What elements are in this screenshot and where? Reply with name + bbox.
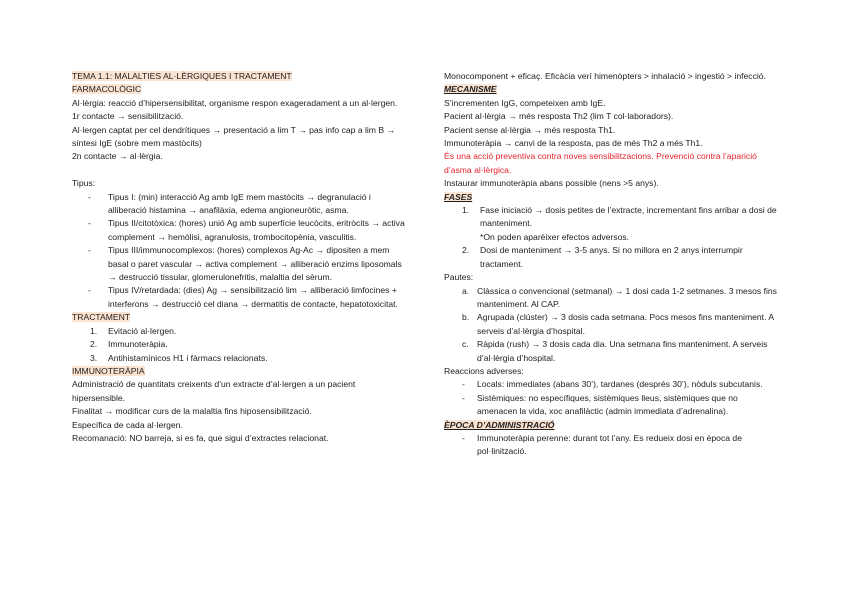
intro-paragraph: 1r contacte → sensibilització. bbox=[72, 111, 184, 122]
right-column bbox=[444, 70, 780, 459]
list-item: 1. Evitació al·lergen. bbox=[90, 325, 177, 336]
list-item: - Tipus I: (min) interacció Ag amb IgE mem mastòcits → degranulació i alliberació histamina → anafilàxia, edema angioneuròtic, asma. bbox=[88, 191, 371, 216]
reaccions-list bbox=[444, 378, 780, 418]
fases-list bbox=[444, 204, 780, 271]
epoca-list bbox=[444, 432, 780, 459]
section-heading-tractament: TRACTAMENT bbox=[72, 312, 131, 323]
mecanisme-line: Immunoteràpia → canvi de la resposta, pas de més Th2 a més Th1. bbox=[444, 138, 703, 149]
list-item: - Immunoteràpia perenne: durant tot l’any. Es redueix dosi en època de pol·linització. bbox=[462, 432, 742, 457]
pautes-list bbox=[444, 285, 780, 365]
pautes-label: Pautes: bbox=[444, 272, 474, 283]
list-item: - Tipus IV/retardada: (dies) Ag → sensibilització lim → alliberació limfocines + interferons → destrucció cel diana → dermatitis de contacte, hepatotoxicitat. bbox=[88, 285, 398, 309]
mecanisme-line: S’incrementen IgG, competeixen amb IgE. bbox=[444, 97, 606, 108]
intro-paragraph: Al·lèrgia: reacció d’hipersensibilitat, organisme respon exageradament a un al·lergen. bbox=[72, 97, 398, 108]
immuno-paragraph: Recomanació: NO barreja, si es fa, que sigui d’extractes relacionat. bbox=[72, 432, 329, 443]
right-intro: Monocomponent + eficaç. Eficàcia verí himenòpters > inhalació > ingestió > infecció. bbox=[444, 71, 766, 81]
intro-paragraph: 2n contacte → al·lèrgia. bbox=[72, 151, 163, 162]
document-title-cont: FARMACOLÒGIC bbox=[72, 84, 142, 95]
section-heading-mecanisme: MECANISME bbox=[444, 84, 497, 95]
list-item: b. Agrupada (clúster) → 3 dosis cada setmana. Pocs mesos fins manteniment. A serveis d’al·lèrgia d’hospital. bbox=[462, 312, 774, 336]
list-item: 2. Dosi de manteniment → 3-5 anys. Si no millora en 2 anys interrumpir tractament. bbox=[462, 245, 743, 269]
immuno-paragraph: Finalitat → modificar curs de la malaltia fins hiposensibilització. bbox=[72, 406, 312, 417]
list-item: 2. Immunoteràpia. bbox=[90, 339, 168, 350]
list-item: - Tipus II/citotòxica: (hores) unió Ag amb superfície leucòcits, eritròcits → activa complement → hemòlisi, agranulosis, trombocitopènia, vasculitis. bbox=[88, 218, 405, 242]
mecanisme-warning: És una acció preventiva contra noves sensibilitzacions. Prevenció contra l’aparició d’asma al·lèrgica. bbox=[444, 151, 757, 175]
immuno-paragraph: Administració de quantitats creixents d’un extracte d’al·lergen a un pacient hipersensible. bbox=[72, 379, 356, 403]
document-title: TEMA 1.1: MALALTIES AL·LÈRGIQUES I TRACTAMENT bbox=[72, 71, 292, 81]
tipus-label: Tipus: bbox=[72, 178, 96, 189]
immuno-paragraph: Específica de cada al·lergen. bbox=[72, 419, 183, 430]
list-item: 1. Fase iniciació → dosis petites de l’extracte, incrementant fins arribar a dosi de manteniment. *On poden aparèixer efectos adversos. bbox=[444, 204, 780, 244]
mecanisme-line: Pacient al·lèrgia → més resposta Th2 (lim T col·laboradors). bbox=[444, 111, 674, 122]
mecanisme-line: Instaurar immunoteràpia abans possible (nens >5 anys). bbox=[444, 178, 659, 189]
list-item: - Tipus III/immunocomplexos: (hores) complexos Ag-Ac → dipositen a mem basal o paret vascular → activa complement → alliberació enzims liposomals → destrucció tissular, glomerulonefritis, malaltia del sèrum. bbox=[88, 245, 402, 283]
intro-paragraph: Al·lergen captat per cel dendrítiques → presentació a lim T → pas info cap a lim B → síntesi IgE (sobre mem mastòcits) bbox=[72, 124, 396, 149]
reaccions-label: Reaccions adverses: bbox=[444, 365, 524, 376]
list-item: c. Ràpida (rush) → 3 dosis cada dia. Una setmana fins manteniment. A serveis d’al·lèrgia d’hospital. bbox=[462, 339, 768, 363]
list-item: a. Clàssica o convencional (setmanal) → 1 dosi cada 1-2 setmanes. 3 mesos fins manteniment. Al CAP. bbox=[462, 285, 777, 309]
left-column bbox=[72, 70, 406, 445]
tractament-list bbox=[72, 325, 406, 365]
list-item: 3. Antihistamínicos H1 i fàrmacs relacionats. bbox=[90, 352, 268, 363]
section-heading-fases: FASES bbox=[444, 191, 473, 202]
list-item: - Locals: immediates (abans 30’), tardanes (després 30’), nòduls subcutanis. bbox=[462, 379, 763, 390]
tipus-list bbox=[72, 191, 406, 312]
section-heading-immunoterapia: IMMUNOTERÀPIA bbox=[72, 365, 145, 376]
mecanisme-line: Pacient sense al·lèrgia → més resposta Th1. bbox=[444, 124, 616, 135]
list-item: - Sistèmiques: no específiques, sistèmiques lleus, sistèmiques que no amenacen la vida, xoc anafilàctic (admin immediata d’adrenalina). bbox=[462, 392, 738, 417]
section-heading-epoca: ÈPOCA D’ADMINISTRACIÓ bbox=[444, 419, 555, 430]
fase-note: *On poden aparèixer efectos adversos. bbox=[480, 231, 630, 242]
